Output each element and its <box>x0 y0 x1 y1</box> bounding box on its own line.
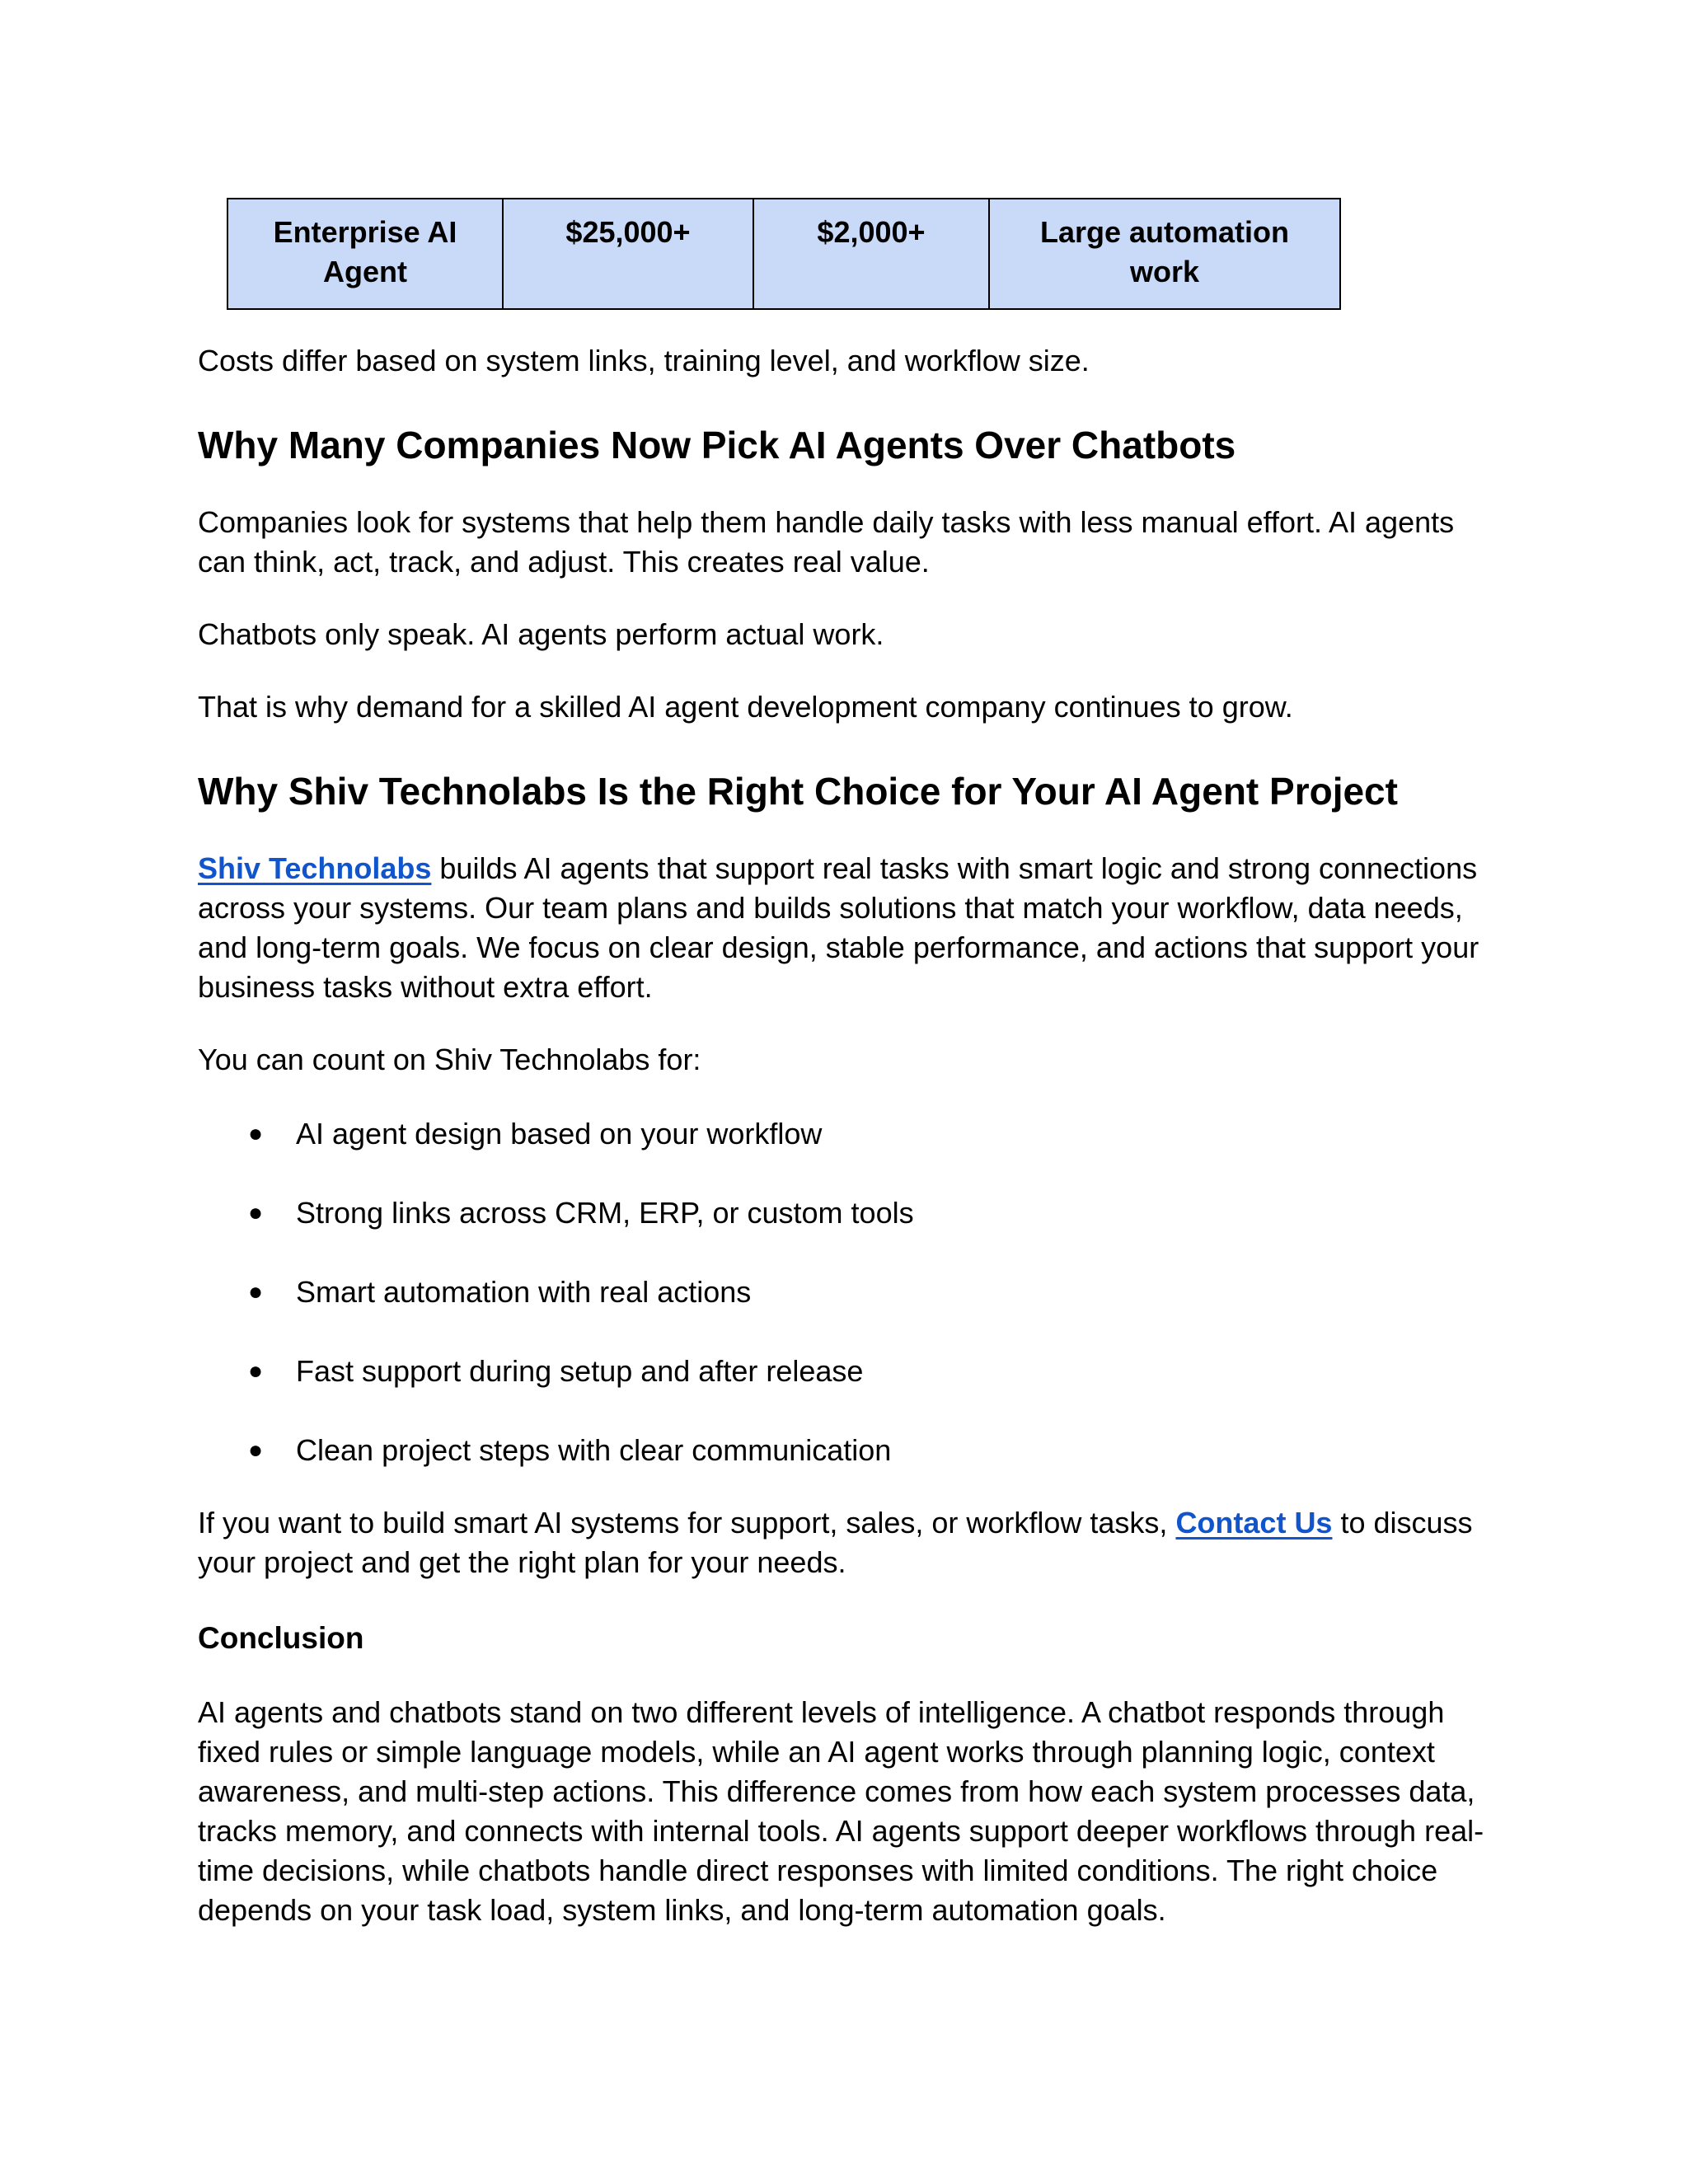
table-cell-monthly-cost: $2,000+ <box>753 199 989 309</box>
bullet-icon: ● <box>248 1357 264 1385</box>
shiv-intro-text: builds AI agents that support real tasks with smart logic and strong connections across your systems. Our team plans and builds solutions that match your workflow, data needs, and long-term goals. We focus on clear design, stable performance, and actions that support your business tasks without extra effort. <box>198 851 1479 1004</box>
heading-conclusion: Conclusion <box>198 1621 364 1655</box>
paragraph-companies-look: Companies look for systems that help them handle daily tasks with less manual effort. AI agents can think, act, track, and adjust. This creates real value. <box>198 505 1455 579</box>
table-cell-build-cost: $25,000+ <box>503 199 753 309</box>
list-item: ● Clean project steps with clear communication <box>198 1431 1500 1470</box>
list-item: ● Smart automation with real actions <box>198 1272 1500 1312</box>
list-item: ● Strong links across CRM, ERP, or custom tools <box>198 1193 1500 1233</box>
document-content <box>198 198 1500 1930</box>
paragraph-contact-cta: If you want to build smart AI systems for support, sales, or workflow tasks, Contact Us to discuss your project and get the right plan for your needs. <box>198 1506 1473 1579</box>
paragraph-chatbots-speak: Chatbots only speak. AI agents perform actual work. <box>198 617 884 651</box>
bullet-icon: ● <box>248 1120 264 1147</box>
paragraph-conclusion: AI agents and chatbots stand on two different levels of intelligence. A chatbot responds through fixed rules or simple language models, while an AI agent works through planning logic, context awareness, and multi-step actions. This difference comes from how each system processes data, tracks memory, and connects with internal tools. AI agents support deeper workflows through real-time decisions, while chatbots handle direct responses with limited conditions. The right choice depends on your task load, system links, and long-term automation goals. <box>198 1695 1484 1927</box>
list-item: ● AI agent design based on your workflow <box>198 1114 1500 1154</box>
list-item: ● Fast support during setup and after release <box>198 1352 1500 1391</box>
paragraph-demand: That is why demand for a skilled AI agent development company continues to grow. <box>198 690 1293 724</box>
pricing-table <box>227 198 1341 310</box>
bullet-icon: ● <box>248 1278 264 1305</box>
heading-why-shiv: Why Shiv Technolabs Is the Right Choice for Your AI Agent Project <box>198 770 1398 813</box>
table-cell-agent-type: Enterprise AI Agent <box>227 199 503 309</box>
costs-note: Costs differ based on system links, training level, and workflow size. <box>198 344 1090 377</box>
table-row <box>227 199 1340 309</box>
bullet-icon: ● <box>248 1436 264 1464</box>
heading-why-companies: Why Many Companies Now Pick AI Agents Over Chatbots <box>198 424 1236 466</box>
services-list <box>198 1114 1500 1470</box>
table-cell-use-case: Large automation work <box>989 199 1340 309</box>
paragraph-shiv-intro <box>198 849 1500 1007</box>
paragraph-count-on: You can count on Shiv Technolabs for: <box>198 1043 701 1076</box>
bullet-icon: ● <box>248 1199 264 1226</box>
shiv-technolabs-link[interactable]: Shiv Technolabs <box>198 851 432 885</box>
contact-us-link[interactable]: Contact Us <box>1175 1506 1333 1540</box>
